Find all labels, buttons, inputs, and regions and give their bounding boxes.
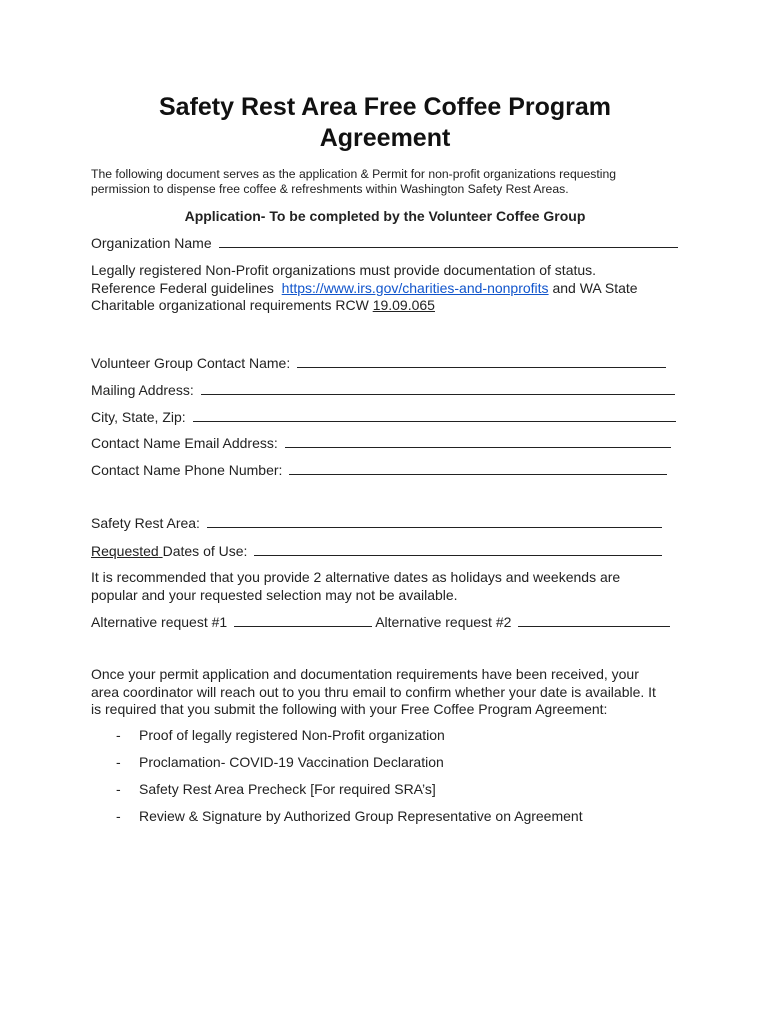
alt-request-2-label: Alternative request #2 bbox=[375, 614, 512, 630]
mailing-address-field[interactable] bbox=[201, 381, 675, 395]
dates-note-line: It is recommended that you provide 2 alternative dates as holidays and weekends are bbox=[91, 569, 621, 585]
alternative-requests-row bbox=[91, 613, 670, 631]
contact-name-field[interactable] bbox=[297, 354, 666, 368]
document-title-line2: Agreement bbox=[319, 124, 451, 152]
contact-name-row bbox=[91, 354, 666, 372]
city-state-zip-row bbox=[91, 408, 676, 426]
contact-phone-row bbox=[91, 461, 667, 479]
closing-paragraph bbox=[91, 666, 691, 719]
dates-note bbox=[91, 569, 691, 604]
nonprofit-paragraph bbox=[91, 262, 691, 315]
alt-request-1-field[interactable] bbox=[234, 613, 372, 627]
safety-rest-area-field[interactable] bbox=[207, 514, 662, 528]
contact-email-row bbox=[91, 434, 671, 452]
document-title: Safety Rest Area Free Coffee Program bbox=[158, 93, 611, 121]
contact-phone-field[interactable] bbox=[289, 461, 667, 475]
closing-line: is required that you submit the following with your Free Coffee Program Agreement: bbox=[91, 701, 608, 717]
nonprofit-line: Charitable organizational requirements RCW 19.09.065 bbox=[91, 297, 435, 313]
requirement-text: Safety Rest Area Precheck [For required SRA’s] bbox=[139, 781, 436, 797]
nonprofit-line: Reference Federal guidelines https://www.irs.gov/charities-and-nonprofits and WA State bbox=[91, 279, 638, 296]
organization-name-row bbox=[91, 234, 678, 252]
contact-email-field[interactable] bbox=[285, 434, 671, 448]
contact-email-label: Contact Name Email Address: bbox=[91, 435, 278, 451]
mailing-address-row bbox=[91, 381, 675, 399]
city-state-zip-field[interactable] bbox=[193, 408, 676, 422]
city-state-zip-label: City, State, Zip: bbox=[91, 409, 186, 425]
contact-name-label: Volunteer Group Contact Name: bbox=[91, 355, 291, 371]
safety-rest-area-row bbox=[91, 514, 662, 532]
irs-link[interactable]: https://www.irs.gov/charities-and-nonprofits bbox=[281, 279, 549, 296]
intro-line: permission to dispense free coffee & refreshments within Washington Safety Rest Areas. bbox=[91, 182, 569, 196]
requirement-text: Proof of legally registered Non-Profit organization bbox=[139, 727, 445, 743]
dates-note-line: popular and your requested selection may not be available. bbox=[91, 586, 458, 603]
contact-phone-label: Contact Name Phone Number: bbox=[91, 462, 283, 478]
mailing-address-label: Mailing Address: bbox=[91, 382, 194, 398]
organization-name-field[interactable] bbox=[219, 234, 678, 248]
organization-name-label: Organization Name bbox=[91, 235, 212, 251]
requested-label: Requested bbox=[91, 543, 159, 559]
alt-request-2-field[interactable] bbox=[518, 613, 670, 627]
closing-line: Once your permit application and documentation requirements have been received, your bbox=[91, 666, 639, 682]
rcw-link[interactable]: 19.09.065 bbox=[372, 297, 435, 313]
nonprofit-line: Legally registered Non-Profit organizations must provide documentation of status. bbox=[91, 262, 597, 278]
document-page: Safety Rest Area Free Coffee Program Agreement The following document serves as the application & Permit for non-profit organizations requesting permission to dispense free coffee & refreshments within Washington Safety Rest Areas. Application- To be completed by the Volunteer Coffee Group Organization Name Legally registered Non-Profit organizations must provide documentation of status. Reference Federal guidelines https://www.irs.gov/charities-and-nonprofits and WA State Charitable organizational requirements RCW 19.09.065 Volunteer Group Contact Name: Mailing Address: City, State, Zip: Contact Name Email Address: Contact Name Phone Number: Safety Rest Area: Requested Dates of Use: It is recommended that you provide 2 alternative dates as holidays and weekends are popular and your requested selection may not be available. Alternative request #1 Alternative request #2 Once your permit application and documentation requirements have been received, your area coordinator will reach out to you thru email to confirm whether your date is available. It is required that you submit the following with your Free Coffee Program Agreement: - Proof of legally registered Non-Profit organization - Proclamation- COVID-19 Vaccination Declaration - Safety Rest Area Precheck [For required SRA’s] - Review & Signature by Authorized Group Representative on Agreement bbox=[0, 0, 770, 1024]
dates-of-use-row bbox=[91, 542, 662, 560]
requirement-text: Review & Signature by Authorized Group Representative on Agreement bbox=[139, 808, 583, 824]
safety-rest-area-label: Safety Rest Area: bbox=[91, 515, 200, 531]
intro-line: The following document serves as the application & Permit for non-profit organizations requesting bbox=[91, 167, 617, 181]
closing-line: area coordinator will reach out to you thru email to confirm whether your date is available. It bbox=[91, 683, 656, 700]
requirement-text: Proclamation- COVID-19 Vaccination Declaration bbox=[139, 754, 444, 770]
dates-of-use-field[interactable] bbox=[254, 542, 662, 556]
intro-paragraph bbox=[91, 167, 681, 197]
alt-request-1-label: Alternative request #1 bbox=[91, 614, 228, 630]
dates-of-use-label: Dates of Use: bbox=[162, 543, 248, 559]
application-heading: Application- To be completed by the Volunteer Coffee Group bbox=[184, 208, 586, 224]
